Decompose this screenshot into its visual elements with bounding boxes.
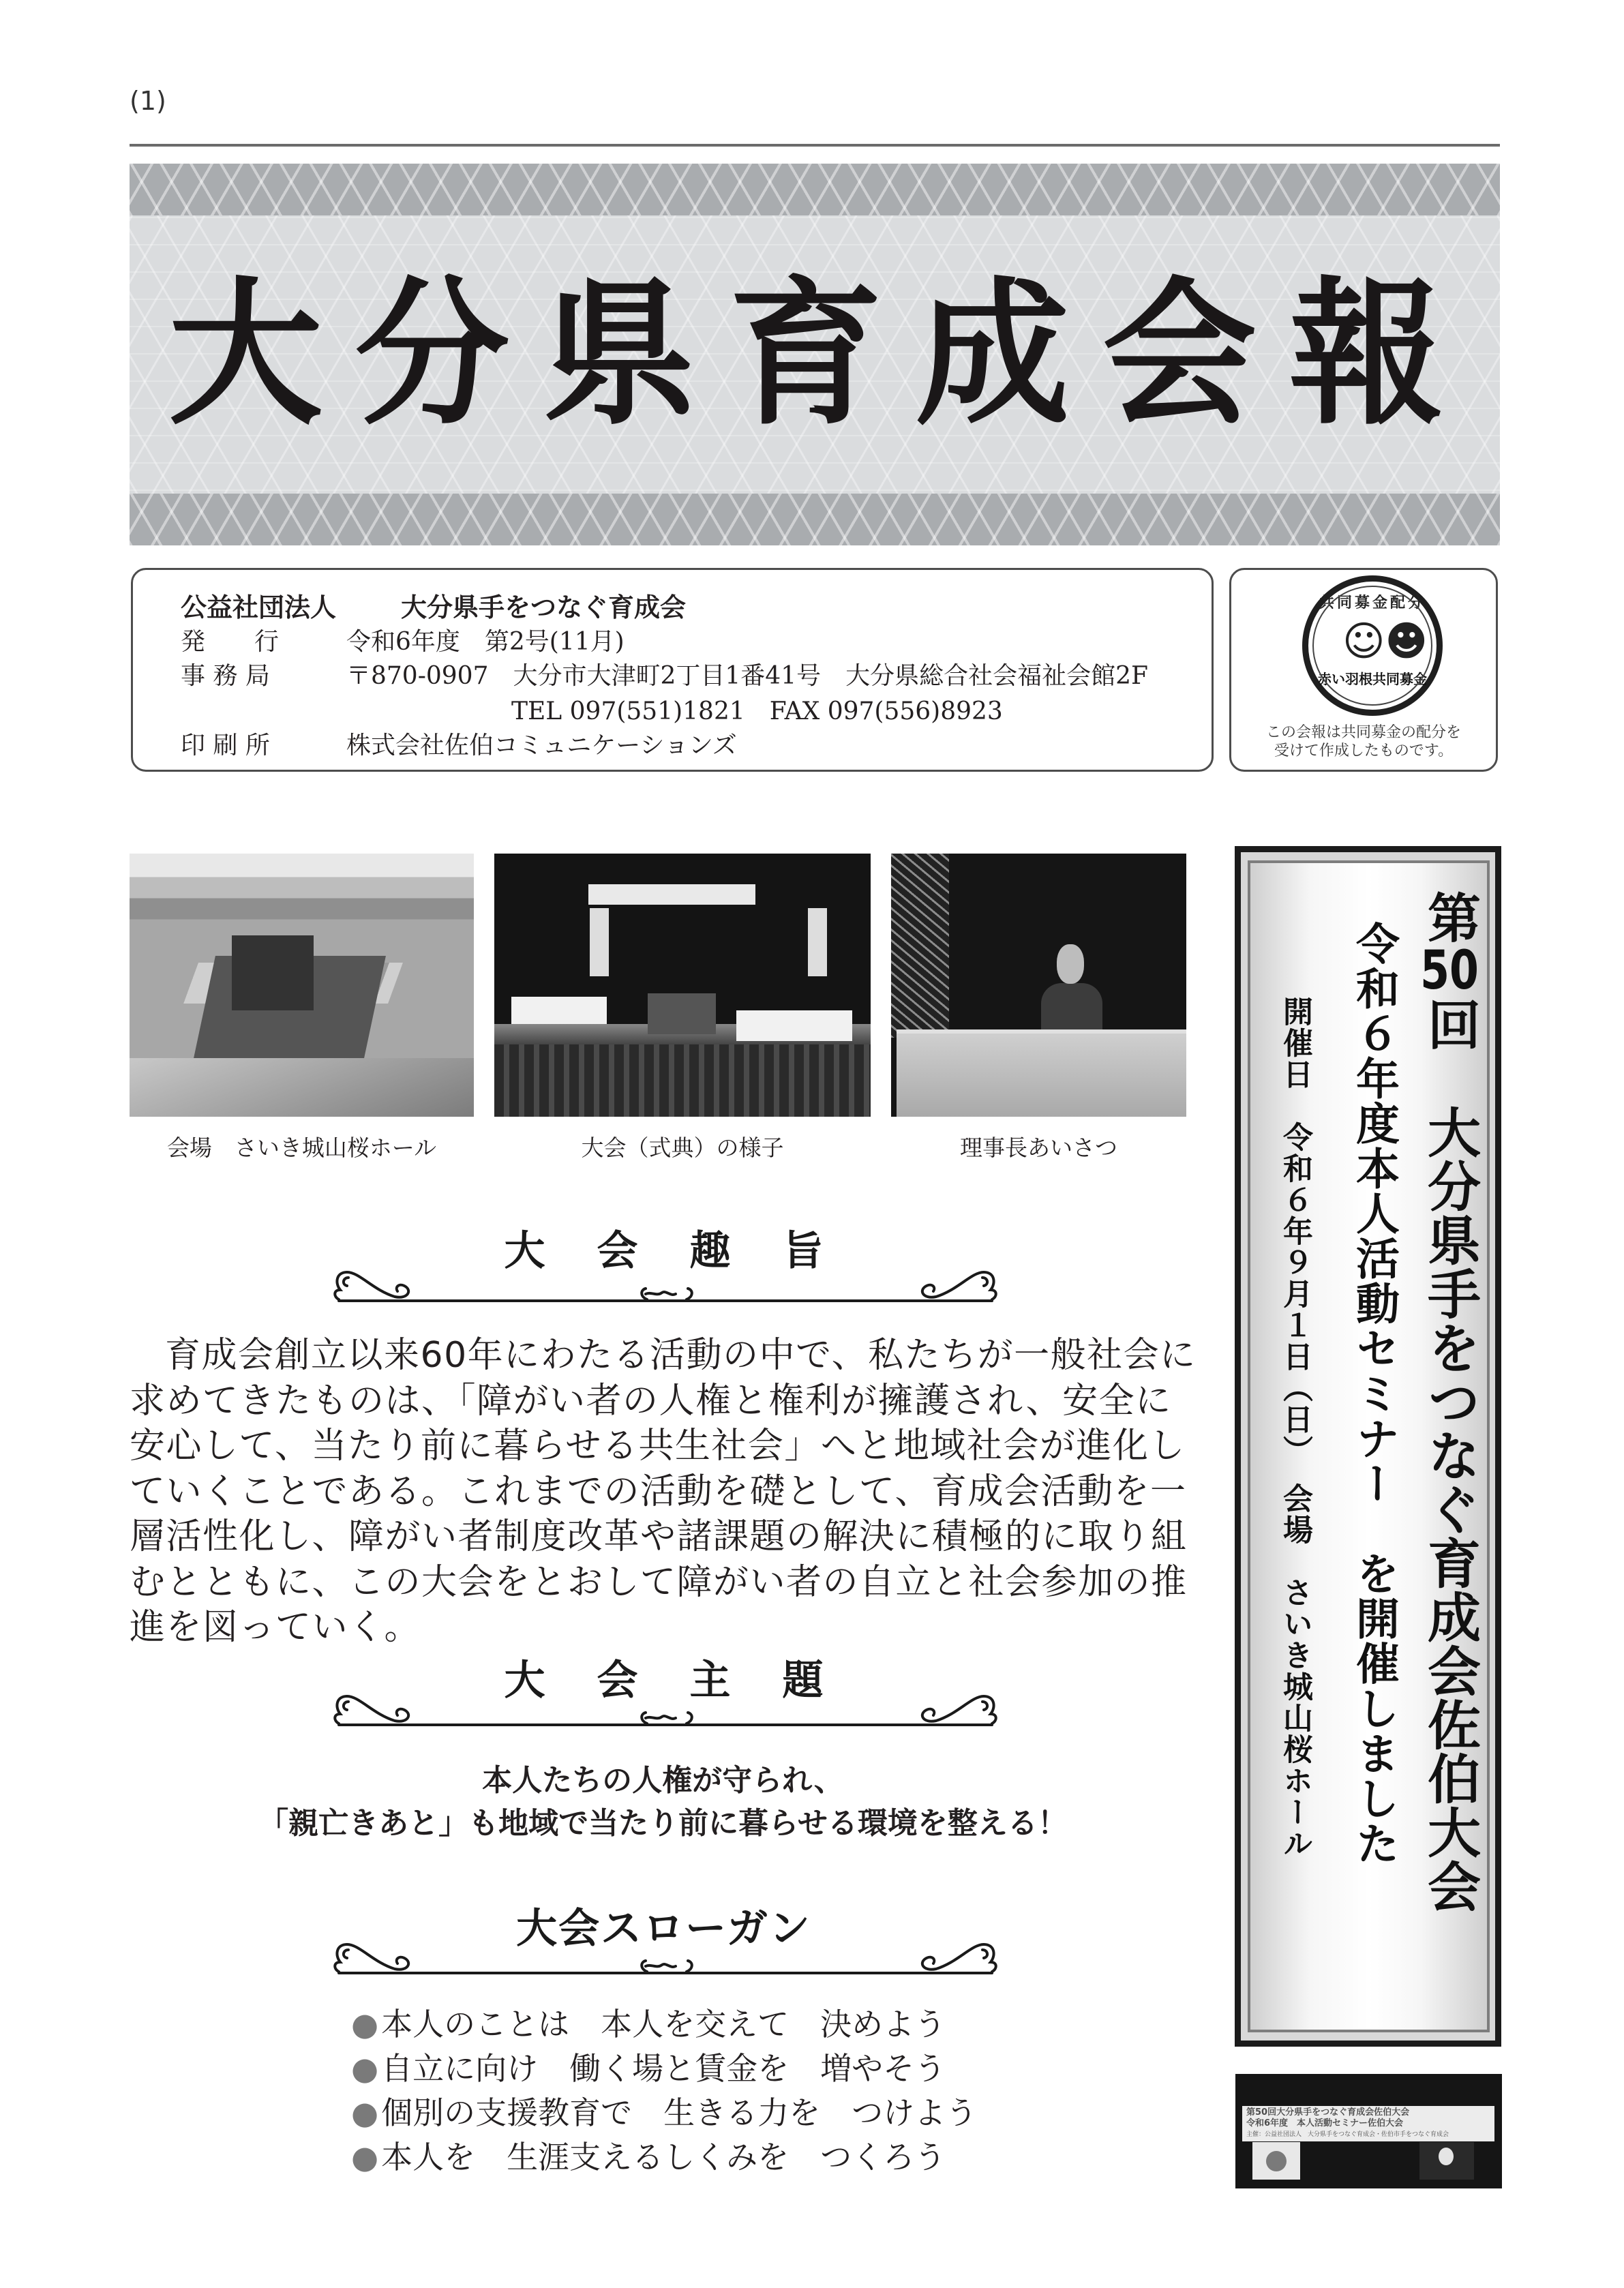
stage-sign-line: 主催：公益社団法人 大分県手をつなぐ育成会・佐伯市手をつなぐ育成会 (1246, 2131, 1449, 2138)
org-name: 大分県手をつなぐ育成会 (401, 592, 687, 622)
slogan-text: 本人のことは 本人を交えて 決めよう (381, 2006, 946, 2043)
info-row-phone (511, 697, 1003, 727)
bullet-icon: ● (351, 2139, 379, 2176)
header-divider (130, 144, 1500, 147)
photo-detail (736, 1010, 852, 1041)
publisher-org (181, 592, 686, 622)
photo-ceremony (494, 854, 871, 1117)
ornament-divider-icon (332, 1269, 999, 1304)
photo-chairman-speech (891, 854, 1186, 1117)
slogan-item (351, 2091, 977, 2135)
funding-note-line: 受けて作成したものです。 (1274, 742, 1454, 759)
photo-caption: 理事長あいさつ (960, 1134, 1117, 1161)
bullet-icon: ● (351, 2094, 379, 2131)
info-value: TEL 097(551)1821 FAX 097(556)8923 (511, 697, 1003, 725)
red-feather-logo (1302, 575, 1443, 716)
photo-detail (808, 908, 827, 976)
info-label: 事 務 局 (181, 662, 270, 690)
japan-flag-icon (1252, 2142, 1300, 2180)
photo-detail (494, 1044, 871, 1117)
event-date-venue: 開催日 令和６年９月１日（日） 会場 さいき城山桜ホール (1278, 996, 1312, 1859)
asanoha-pattern-band-top (130, 164, 1500, 215)
photo-detail (891, 854, 949, 1038)
info-row-office (181, 661, 1148, 691)
slogan-text: 個別の支援教育で 生きる力を つけよう (381, 2094, 978, 2131)
slogan-item (351, 2135, 977, 2180)
event-title-prefix: 第 (1419, 890, 1480, 944)
photo-detail (511, 997, 607, 1024)
masthead-banner (130, 164, 1500, 545)
photo-detail (590, 908, 609, 976)
info-label: 印 刷 所 (181, 732, 270, 759)
logo-arc-text: 共同募金配分 (1319, 594, 1426, 612)
slogan-text: 自立に向け 働く場と賃金を 増やそう (381, 2050, 946, 2087)
photo-detail (588, 884, 755, 905)
photo-detail (1057, 944, 1084, 984)
theme-line-2: 「親亡きあと」も地域で当たり前に暮らせる環境を整える！ (258, 1806, 1068, 1841)
event-announcement-box (1235, 846, 1501, 2047)
photo-detail (1041, 983, 1102, 1031)
info-row-printer (181, 731, 737, 761)
photo-caption: 大会（式典）の様子 (581, 1134, 784, 1161)
event-title-rest: 回 大分県手をつなぐ育成会佐伯大会 (1419, 997, 1480, 1913)
org-type: 公益社団法人 (181, 592, 337, 622)
event-number: 50 (1420, 944, 1479, 997)
photo-detail (648, 993, 716, 1034)
stage-sign-line: 令和6年度 本人活動セミナー佐伯大会 (1246, 2118, 1404, 2128)
slogan-text: 本人を 生涯支えるしくみを つくろう (381, 2139, 946, 2176)
photo-detail (130, 1058, 474, 1117)
event-title (1421, 890, 1478, 1913)
info-value: 株式会社佐伯コミュニケーションズ (346, 732, 737, 759)
newsletter-title: 大分県育成会報 (168, 262, 1476, 447)
bullet-icon: ● (351, 2050, 379, 2087)
slogan-item (351, 2047, 977, 2091)
organization-flag-icon (1419, 2142, 1474, 2180)
photo-detail (232, 935, 314, 1010)
photo-caption: 会場 さいき城山桜ホール (166, 1134, 437, 1161)
funding-note-line: この会報は共同募金の配分を (1265, 724, 1461, 741)
slogan-item (351, 2002, 977, 2047)
photo-stage-banner (1235, 2074, 1502, 2188)
theme-line-1: 本人たちの人権が守られ、 (482, 1763, 844, 1798)
asanoha-pattern-band-bottom (130, 494, 1500, 545)
info-value: 〒870-0907 大分市大津町2丁目1番41号 大分県総合社会福祉会館2F (346, 662, 1148, 690)
info-row-issue (181, 627, 625, 657)
bullet-icon: ● (351, 2006, 379, 2043)
ornament-divider-icon (332, 1942, 999, 1976)
stage-sign (1242, 2106, 1494, 2141)
event-announcement-inner (1248, 860, 1490, 2032)
logo-name: 赤い羽根共同募金 (1318, 671, 1427, 687)
section-heading-theme: 大会主題 (504, 1657, 875, 1704)
info-value: 令和6年度 第2号(11月) (346, 628, 625, 656)
photo-detail (897, 1029, 1186, 1117)
photo-venue (130, 854, 474, 1117)
publisher-info-box (131, 568, 1214, 772)
info-label: 発 行 (181, 628, 280, 656)
purpose-paragraph: 育成会創立以来60年にわたる活動の中で、私たちが一般社会に求めてきたものは、「障がい者の人権と権利が擁護され、安全に安心して、当たり前に暮らせる共生社会」へと地域社会が進化していくことである。これまでの活動を礎として、育成会活動を一層活性化し、障がい者制度改革や諸課題の解決に積極的に取り組むとともに、この大会をとおして障がい者の自立と社会参加の推進を図っていく。 (130, 1335, 1197, 1648)
ornament-divider-icon (332, 1694, 999, 1728)
page-number: (1) (130, 86, 166, 116)
section-heading-purpose: 大会趣旨 (504, 1227, 875, 1275)
section-heading-slogans: 大会スローガン (516, 1905, 811, 1953)
slogan-list (351, 2002, 977, 2180)
funding-note (1231, 723, 1496, 760)
event-subtitle: 令和６年度本人活動セミナー を開催しました (1349, 921, 1399, 1866)
community-chest-box (1229, 568, 1498, 772)
mascot-icon: ☺☻ (1342, 618, 1428, 665)
stage-sign-line: 第50回大分県手をつなぐ育成会佐伯大会 (1246, 2107, 1410, 2118)
